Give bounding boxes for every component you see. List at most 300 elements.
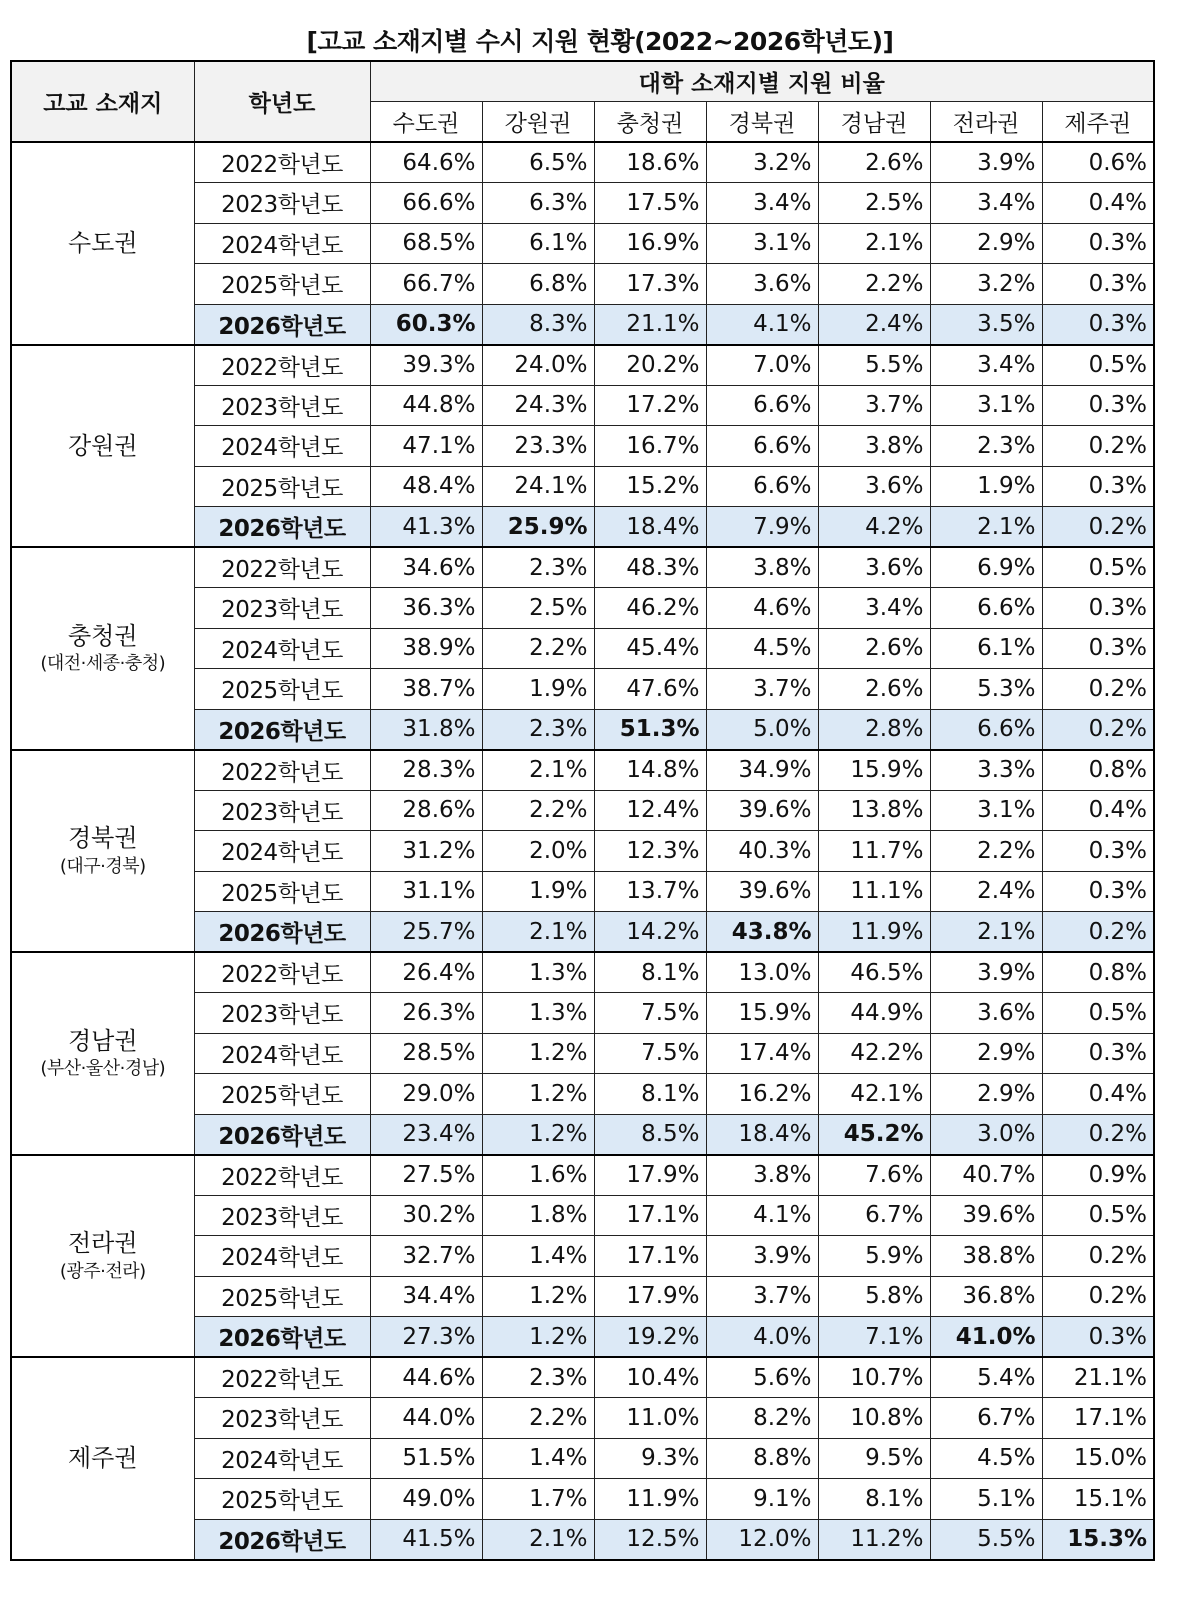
- rate-cell: 18.6%: [594, 142, 706, 183]
- rate-cell: 17.1%: [594, 1195, 706, 1236]
- rate-cell: 3.7%: [706, 1276, 818, 1317]
- rate-cell: 21.1%: [594, 304, 706, 345]
- rate-cell: 0.2%: [1042, 912, 1154, 953]
- col-header: 수도권: [370, 102, 482, 143]
- rate-cell: 4.2%: [818, 507, 930, 548]
- rate-cell: 49.0%: [370, 1479, 482, 1520]
- year-cell: 2022학년도: [194, 750, 370, 791]
- rate-cell: 2.1%: [482, 912, 594, 953]
- header-year: 학년도: [194, 61, 370, 142]
- rate-cell: 8.8%: [706, 1438, 818, 1479]
- rate-cell: 5.9%: [818, 1236, 930, 1277]
- rate-cell: 48.3%: [594, 547, 706, 588]
- col-header: 충청권: [594, 102, 706, 143]
- rate-cell: 46.2%: [594, 588, 706, 629]
- rate-cell: 3.8%: [706, 1155, 818, 1196]
- rate-cell: 43.8%: [706, 912, 818, 953]
- rate-cell: 45.2%: [818, 1114, 930, 1155]
- rate-cell: 15.9%: [706, 993, 818, 1034]
- rate-cell: 0.4%: [1042, 1074, 1154, 1115]
- rate-cell: 11.2%: [818, 1519, 930, 1560]
- rate-cell: 12.4%: [594, 790, 706, 831]
- rate-cell: 2.1%: [818, 223, 930, 264]
- rate-cell: 16.2%: [706, 1074, 818, 1115]
- rate-cell: 42.2%: [818, 1033, 930, 1074]
- rate-cell: 6.5%: [482, 142, 594, 183]
- region-name: 충청권: [67, 621, 138, 650]
- rate-cell: 15.0%: [1042, 1438, 1154, 1479]
- rate-cell: 0.3%: [1042, 628, 1154, 669]
- rate-cell: 24.0%: [482, 345, 594, 386]
- region-subtitle: (부산·울산·경남): [40, 1058, 166, 1080]
- rate-cell: 3.2%: [930, 264, 1042, 305]
- rate-cell: 38.7%: [370, 669, 482, 710]
- year-cell: 2024학년도: [194, 1033, 370, 1074]
- table-row: [11, 142, 1154, 183]
- year-cell: 2026학년도: [194, 304, 370, 345]
- rate-cell: 39.6%: [930, 1195, 1042, 1236]
- rate-cell: 5.5%: [818, 345, 930, 386]
- year-cell: 2025학년도: [194, 871, 370, 912]
- rate-cell: 0.3%: [1042, 1317, 1154, 1358]
- year-cell: 2022학년도: [194, 547, 370, 588]
- rate-cell: 2.2%: [482, 790, 594, 831]
- rate-cell: 5.0%: [706, 709, 818, 750]
- region-name: 경북권: [67, 824, 138, 853]
- rate-cell: 20.2%: [594, 345, 706, 386]
- rate-cell: 0.8%: [1042, 750, 1154, 791]
- rate-cell: 0.3%: [1042, 588, 1154, 629]
- rate-cell: 3.9%: [930, 142, 1042, 183]
- rate-cell: 6.6%: [930, 588, 1042, 629]
- rate-cell: 29.0%: [370, 1074, 482, 1115]
- header-row-top: [11, 61, 1154, 102]
- region-cell: [11, 750, 194, 953]
- rate-cell: 0.5%: [1042, 1195, 1154, 1236]
- year-cell: 2023학년도: [194, 1195, 370, 1236]
- rate-cell: 0.3%: [1042, 831, 1154, 872]
- rate-cell: 6.6%: [706, 466, 818, 507]
- rate-cell: 26.4%: [370, 952, 482, 993]
- rate-cell: 28.5%: [370, 1033, 482, 1074]
- rate-cell: 17.5%: [594, 183, 706, 224]
- rate-cell: 45.4%: [594, 628, 706, 669]
- rate-cell: 6.8%: [482, 264, 594, 305]
- rate-cell: 60.3%: [370, 304, 482, 345]
- rate-cell: 34.4%: [370, 1276, 482, 1317]
- rate-cell: 1.4%: [482, 1438, 594, 1479]
- rate-cell: 0.2%: [1042, 669, 1154, 710]
- year-cell: 2024학년도: [194, 831, 370, 872]
- rate-cell: 11.7%: [818, 831, 930, 872]
- rate-cell: 1.6%: [482, 1155, 594, 1196]
- rate-cell: 0.4%: [1042, 183, 1154, 224]
- rate-cell: 6.6%: [930, 709, 1042, 750]
- rate-cell: 44.9%: [818, 993, 930, 1034]
- rate-cell: 2.2%: [818, 264, 930, 305]
- rate-cell: 3.4%: [818, 588, 930, 629]
- rate-cell: 44.6%: [370, 1357, 482, 1398]
- rate-cell: 17.1%: [1042, 1398, 1154, 1439]
- rate-cell: 68.5%: [370, 223, 482, 264]
- rate-cell: 3.6%: [930, 993, 1042, 1034]
- region-cell: [11, 1357, 194, 1560]
- rate-cell: 7.5%: [594, 993, 706, 1034]
- rate-cell: 2.4%: [818, 304, 930, 345]
- rate-cell: 39.3%: [370, 345, 482, 386]
- rate-cell: 2.9%: [930, 1033, 1042, 1074]
- region-cell: [11, 952, 194, 1155]
- rate-cell: 51.5%: [370, 1438, 482, 1479]
- rate-cell: 23.3%: [482, 426, 594, 467]
- rate-cell: 15.1%: [1042, 1479, 1154, 1520]
- rate-cell: 6.7%: [818, 1195, 930, 1236]
- rate-cell: 3.2%: [706, 142, 818, 183]
- rate-cell: 1.9%: [930, 466, 1042, 507]
- rate-cell: 12.5%: [594, 1519, 706, 1560]
- rate-cell: 17.9%: [594, 1276, 706, 1317]
- rate-cell: 2.1%: [482, 750, 594, 791]
- rate-cell: 24.1%: [482, 466, 594, 507]
- rate-cell: 3.7%: [706, 669, 818, 710]
- table-row: [11, 750, 1154, 791]
- rate-cell: 14.8%: [594, 750, 706, 791]
- rate-cell: 3.5%: [930, 304, 1042, 345]
- year-cell: 2024학년도: [194, 223, 370, 264]
- year-cell: 2024학년도: [194, 1236, 370, 1277]
- rate-cell: 4.1%: [706, 1195, 818, 1236]
- rate-cell: 1.2%: [482, 1317, 594, 1358]
- rate-cell: 39.6%: [706, 871, 818, 912]
- rate-cell: 2.6%: [818, 628, 930, 669]
- rate-cell: 47.1%: [370, 426, 482, 467]
- rate-cell: 19.2%: [594, 1317, 706, 1358]
- rate-cell: 6.6%: [706, 385, 818, 426]
- region-cell: [11, 1155, 194, 1358]
- application-rate-table: [10, 60, 1155, 1561]
- rate-cell: 7.1%: [818, 1317, 930, 1358]
- year-cell: 2023학년도: [194, 183, 370, 224]
- rate-cell: 15.2%: [594, 466, 706, 507]
- rate-cell: 13.8%: [818, 790, 930, 831]
- rate-cell: 1.3%: [482, 993, 594, 1034]
- rate-cell: 2.4%: [930, 871, 1042, 912]
- rate-cell: 10.8%: [818, 1398, 930, 1439]
- rate-cell: 51.3%: [594, 709, 706, 750]
- rate-cell: 2.9%: [930, 1074, 1042, 1115]
- rate-cell: 0.2%: [1042, 507, 1154, 548]
- table-row: [11, 345, 1154, 386]
- rate-cell: 6.1%: [930, 628, 1042, 669]
- rate-cell: 31.8%: [370, 709, 482, 750]
- rate-cell: 12.0%: [706, 1519, 818, 1560]
- header-region: 고교 소재지: [11, 61, 194, 142]
- rate-cell: 2.3%: [930, 426, 1042, 467]
- year-cell: 2026학년도: [194, 709, 370, 750]
- rate-cell: 1.3%: [482, 952, 594, 993]
- rate-cell: 9.5%: [818, 1438, 930, 1479]
- year-cell: 2023학년도: [194, 1398, 370, 1439]
- rate-cell: 17.9%: [594, 1155, 706, 1196]
- header-group: 대학 소재지별 지원 비율: [370, 61, 1154, 102]
- rate-cell: 27.3%: [370, 1317, 482, 1358]
- rate-cell: 8.1%: [594, 952, 706, 993]
- rate-cell: 8.1%: [818, 1479, 930, 1520]
- table-row: [11, 1357, 1154, 1398]
- rate-cell: 5.4%: [930, 1357, 1042, 1398]
- year-cell: 2026학년도: [194, 1114, 370, 1155]
- year-cell: 2025학년도: [194, 466, 370, 507]
- rate-cell: 32.7%: [370, 1236, 482, 1277]
- rate-cell: 17.3%: [594, 264, 706, 305]
- year-cell: 2023학년도: [194, 790, 370, 831]
- region-name: 강원권: [67, 431, 138, 460]
- col-header: 제주권: [1042, 102, 1154, 143]
- rate-cell: 1.4%: [482, 1236, 594, 1277]
- rate-cell: 3.1%: [930, 790, 1042, 831]
- rate-cell: 3.6%: [818, 547, 930, 588]
- rate-cell: 40.7%: [930, 1155, 1042, 1196]
- rate-cell: 1.8%: [482, 1195, 594, 1236]
- year-cell: 2023학년도: [194, 993, 370, 1034]
- rate-cell: 3.9%: [706, 1236, 818, 1277]
- rate-cell: 26.3%: [370, 993, 482, 1034]
- rate-cell: 28.3%: [370, 750, 482, 791]
- year-cell: 2025학년도: [194, 1479, 370, 1520]
- year-cell: 2022학년도: [194, 345, 370, 386]
- col-header: 전라권: [930, 102, 1042, 143]
- rate-cell: 46.5%: [818, 952, 930, 993]
- rate-cell: 8.1%: [594, 1074, 706, 1115]
- rate-cell: 2.8%: [818, 709, 930, 750]
- rate-cell: 44.0%: [370, 1398, 482, 1439]
- rate-cell: 1.2%: [482, 1114, 594, 1155]
- rate-cell: 3.8%: [706, 547, 818, 588]
- rate-cell: 5.1%: [930, 1479, 1042, 1520]
- rate-cell: 3.1%: [706, 223, 818, 264]
- year-cell: 2024학년도: [194, 426, 370, 467]
- table-row: [11, 547, 1154, 588]
- year-cell: 2025학년도: [194, 669, 370, 710]
- rate-cell: 0.2%: [1042, 1276, 1154, 1317]
- rate-cell: 2.0%: [482, 831, 594, 872]
- rate-cell: 36.8%: [930, 1276, 1042, 1317]
- rate-cell: 4.5%: [706, 628, 818, 669]
- rate-cell: 5.8%: [818, 1276, 930, 1317]
- rate-cell: 17.4%: [706, 1033, 818, 1074]
- year-cell: 2025학년도: [194, 1276, 370, 1317]
- table-row: [11, 952, 1154, 993]
- col-header: 경남권: [818, 102, 930, 143]
- rate-cell: 0.6%: [1042, 142, 1154, 183]
- rate-cell: 2.3%: [482, 709, 594, 750]
- rate-cell: 4.5%: [930, 1438, 1042, 1479]
- region-subtitle: (대전·세종·충청): [40, 653, 166, 675]
- rate-cell: 0.9%: [1042, 1155, 1154, 1196]
- rate-cell: 31.2%: [370, 831, 482, 872]
- rate-cell: 3.6%: [706, 264, 818, 305]
- rate-cell: 2.9%: [930, 223, 1042, 264]
- rate-cell: 41.3%: [370, 507, 482, 548]
- region-cell: [11, 547, 194, 750]
- rate-cell: 11.1%: [818, 871, 930, 912]
- rate-cell: 1.2%: [482, 1074, 594, 1115]
- rate-cell: 28.6%: [370, 790, 482, 831]
- rate-cell: 64.6%: [370, 142, 482, 183]
- year-cell: 2026학년도: [194, 507, 370, 548]
- rate-cell: 15.3%: [1042, 1519, 1154, 1560]
- rate-cell: 17.1%: [594, 1236, 706, 1277]
- rate-cell: 4.0%: [706, 1317, 818, 1358]
- year-cell: 2026학년도: [194, 912, 370, 953]
- rate-cell: 9.3%: [594, 1438, 706, 1479]
- rate-cell: 2.2%: [482, 628, 594, 669]
- col-header: 경북권: [706, 102, 818, 143]
- region-name: 경남권: [67, 1026, 138, 1055]
- year-cell: 2022학년도: [194, 1155, 370, 1196]
- rate-cell: 1.9%: [482, 871, 594, 912]
- rate-cell: 2.1%: [930, 912, 1042, 953]
- rate-cell: 3.6%: [818, 466, 930, 507]
- rate-cell: 10.7%: [818, 1357, 930, 1398]
- rate-cell: 0.3%: [1042, 385, 1154, 426]
- rate-cell: 5.3%: [930, 669, 1042, 710]
- rate-cell: 34.9%: [706, 750, 818, 791]
- rate-cell: 13.0%: [706, 952, 818, 993]
- rate-cell: 5.6%: [706, 1357, 818, 1398]
- rate-cell: 0.3%: [1042, 223, 1154, 264]
- rate-cell: 2.5%: [482, 588, 594, 629]
- rate-cell: 0.2%: [1042, 426, 1154, 467]
- rate-cell: 0.5%: [1042, 345, 1154, 386]
- table-row: [11, 1155, 1154, 1196]
- rate-cell: 36.3%: [370, 588, 482, 629]
- rate-cell: 1.7%: [482, 1479, 594, 1520]
- rate-cell: 3.1%: [930, 385, 1042, 426]
- region-cell: [11, 142, 194, 345]
- rate-cell: 1.2%: [482, 1033, 594, 1074]
- rate-cell: 3.7%: [818, 385, 930, 426]
- rate-cell: 30.2%: [370, 1195, 482, 1236]
- rate-cell: 0.4%: [1042, 790, 1154, 831]
- rate-cell: 0.5%: [1042, 993, 1154, 1034]
- region-cell: [11, 345, 194, 548]
- rate-cell: 2.5%: [818, 183, 930, 224]
- rate-cell: 3.0%: [930, 1114, 1042, 1155]
- year-cell: 2022학년도: [194, 142, 370, 183]
- rate-cell: 6.7%: [930, 1398, 1042, 1439]
- rate-cell: 0.2%: [1042, 1236, 1154, 1277]
- rate-cell: 17.2%: [594, 385, 706, 426]
- region-name: 전라권: [67, 1229, 138, 1258]
- region-name: 제주권: [67, 1444, 138, 1473]
- rate-cell: 3.4%: [930, 183, 1042, 224]
- rate-cell: 0.3%: [1042, 264, 1154, 305]
- rate-cell: 2.3%: [482, 1357, 594, 1398]
- year-cell: 2022학년도: [194, 1357, 370, 1398]
- year-cell: 2026학년도: [194, 1317, 370, 1358]
- year-cell: 2025학년도: [194, 264, 370, 305]
- rate-cell: 31.1%: [370, 871, 482, 912]
- rate-cell: 0.3%: [1042, 1033, 1154, 1074]
- rate-cell: 18.4%: [594, 507, 706, 548]
- rate-cell: 7.9%: [706, 507, 818, 548]
- rate-cell: 8.5%: [594, 1114, 706, 1155]
- rate-cell: 8.2%: [706, 1398, 818, 1439]
- rate-cell: 2.6%: [818, 142, 930, 183]
- rate-cell: 34.6%: [370, 547, 482, 588]
- rate-cell: 2.2%: [482, 1398, 594, 1439]
- rate-cell: 7.5%: [594, 1033, 706, 1074]
- region-name: 수도권: [67, 229, 138, 258]
- rate-cell: 14.2%: [594, 912, 706, 953]
- rate-cell: 12.3%: [594, 831, 706, 872]
- rate-cell: 3.8%: [818, 426, 930, 467]
- rate-cell: 44.8%: [370, 385, 482, 426]
- rate-cell: 40.3%: [706, 831, 818, 872]
- rate-cell: 1.9%: [482, 669, 594, 710]
- rate-cell: 7.0%: [706, 345, 818, 386]
- rate-cell: 66.6%: [370, 183, 482, 224]
- rate-cell: 6.6%: [706, 426, 818, 467]
- rate-cell: 15.9%: [818, 750, 930, 791]
- rate-cell: 27.5%: [370, 1155, 482, 1196]
- rate-cell: 0.3%: [1042, 466, 1154, 507]
- rate-cell: 39.6%: [706, 790, 818, 831]
- rate-cell: 6.9%: [930, 547, 1042, 588]
- rate-cell: 0.8%: [1042, 952, 1154, 993]
- rate-cell: 66.7%: [370, 264, 482, 305]
- rate-cell: 4.1%: [706, 304, 818, 345]
- year-cell: 2024학년도: [194, 1438, 370, 1479]
- rate-cell: 38.8%: [930, 1236, 1042, 1277]
- rate-cell: 3.4%: [930, 345, 1042, 386]
- rate-cell: 2.2%: [930, 831, 1042, 872]
- rate-cell: 16.9%: [594, 223, 706, 264]
- table-title: [고교 소재지별 수시 지원 현황(2022~2026학년도)]: [306, 27, 894, 56]
- rate-cell: 7.6%: [818, 1155, 930, 1196]
- rate-cell: 16.7%: [594, 426, 706, 467]
- rate-cell: 21.1%: [1042, 1357, 1154, 1398]
- rate-cell: 8.3%: [482, 304, 594, 345]
- year-cell: 2026학년도: [194, 1519, 370, 1560]
- year-cell: 2023학년도: [194, 385, 370, 426]
- rate-cell: 18.4%: [706, 1114, 818, 1155]
- rate-cell: 6.1%: [482, 223, 594, 264]
- rate-cell: 41.0%: [930, 1317, 1042, 1358]
- region-subtitle: (대구·경북): [59, 855, 146, 877]
- rate-cell: 23.4%: [370, 1114, 482, 1155]
- rate-cell: 3.4%: [706, 183, 818, 224]
- rate-cell: 0.3%: [1042, 871, 1154, 912]
- rate-cell: 6.3%: [482, 183, 594, 224]
- rate-cell: 9.1%: [706, 1479, 818, 1520]
- rate-cell: 24.3%: [482, 385, 594, 426]
- rate-cell: 0.5%: [1042, 547, 1154, 588]
- year-cell: 2024학년도: [194, 628, 370, 669]
- rate-cell: 1.2%: [482, 1276, 594, 1317]
- col-header: 강원권: [482, 102, 594, 143]
- rate-cell: 42.1%: [818, 1074, 930, 1115]
- year-cell: 2025학년도: [194, 1074, 370, 1115]
- rate-cell: 2.1%: [930, 507, 1042, 548]
- rate-cell: 3.9%: [930, 952, 1042, 993]
- table-body: [11, 142, 1154, 1560]
- rate-cell: 11.9%: [818, 912, 930, 953]
- rate-cell: 38.9%: [370, 628, 482, 669]
- rate-cell: 3.3%: [930, 750, 1042, 791]
- rate-cell: 25.7%: [370, 912, 482, 953]
